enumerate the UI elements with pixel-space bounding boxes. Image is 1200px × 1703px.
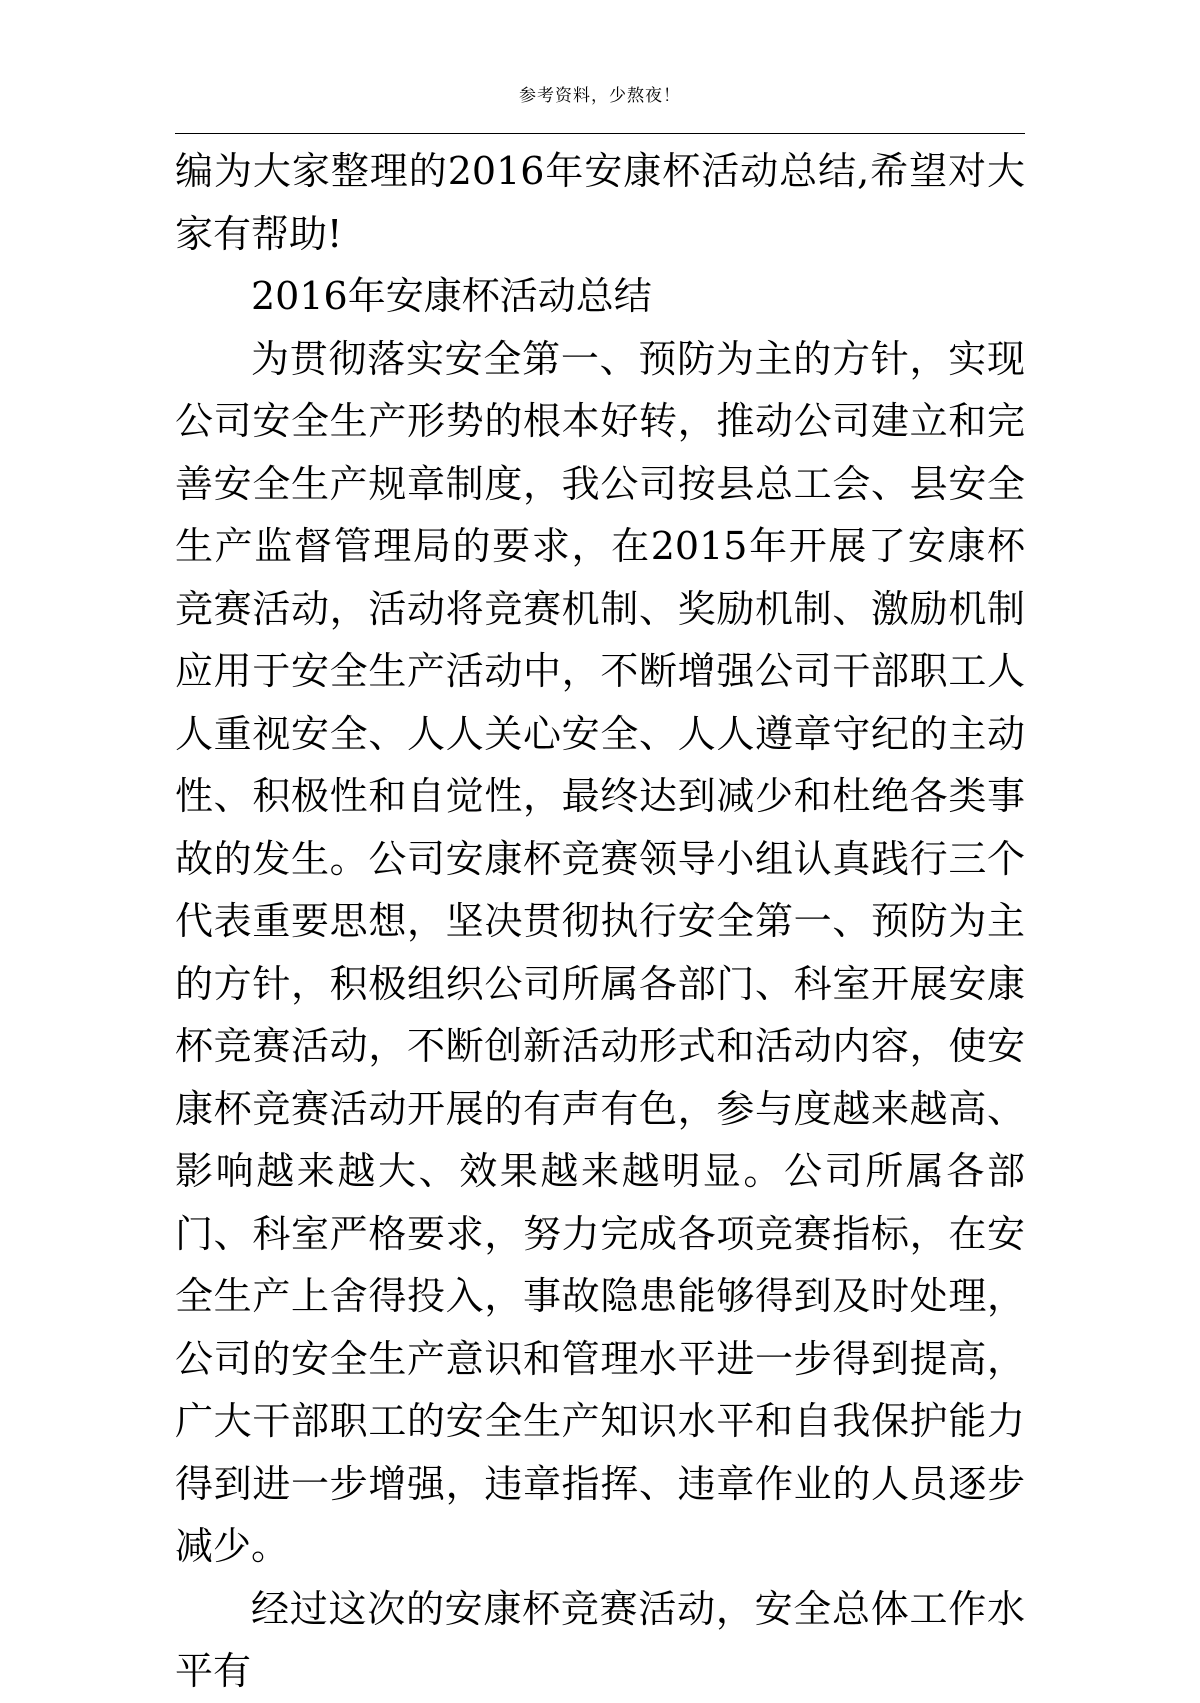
body-paragraph-1: 为贯彻落实安全第一、预防为主的方针，实现公司安全生产形势的根本好转，推动公司建立和完善安全生产规章制度，我公司按县总工会、县安全生产监督管理局的要求，在2015年开展了安康杯竞赛活动，活动将竞赛机制、奖励机制、激励机制应用于安全生产活动中，不断增强公司干部职工人人重视安全、人人关心安全、人人遵章守纪的主动性、积极性和自觉性，最终达到减少和杜绝各类事故的发生。公司安康杯竞赛领导小组认真践行三个代表重要思想，坚决贯彻执行安全第一、预防为主的方针，积极组织公司所属各部门、科室开展安康杯竞赛活动，不断创新活动形式和活动内容，使安康杯竞赛活动开展的有声有色，参与度越来越高、影响越来越大、效果越来越明显。公司所属各部门、科室严格要求，努力完成各项竞赛指标，在安全生产上舍得投入，事故隐患能够得到及时处理，公司的安全生产意识和管理水平进一步得到提高，广大干部职工的安全生产知识水平和自我保护能力得到进一步增强，违章指挥、违章作业的人员逐步减少。 (175, 336, 1025, 1568)
document-body (175, 140, 1025, 1703)
header-divider (175, 133, 1025, 134)
body-paragraph-2: 经过这次的安康杯竞赛活动，安全总体工作水平有 (175, 1586, 1025, 1693)
intro-paragraph: 编为大家整理的2016年安康杯活动总结,希望对大家有帮助! (175, 149, 1025, 256)
document-title: 2016年安康杯活动总结 (251, 274, 652, 318)
header-note: 参考资料，少熬夜！ (519, 86, 681, 106)
